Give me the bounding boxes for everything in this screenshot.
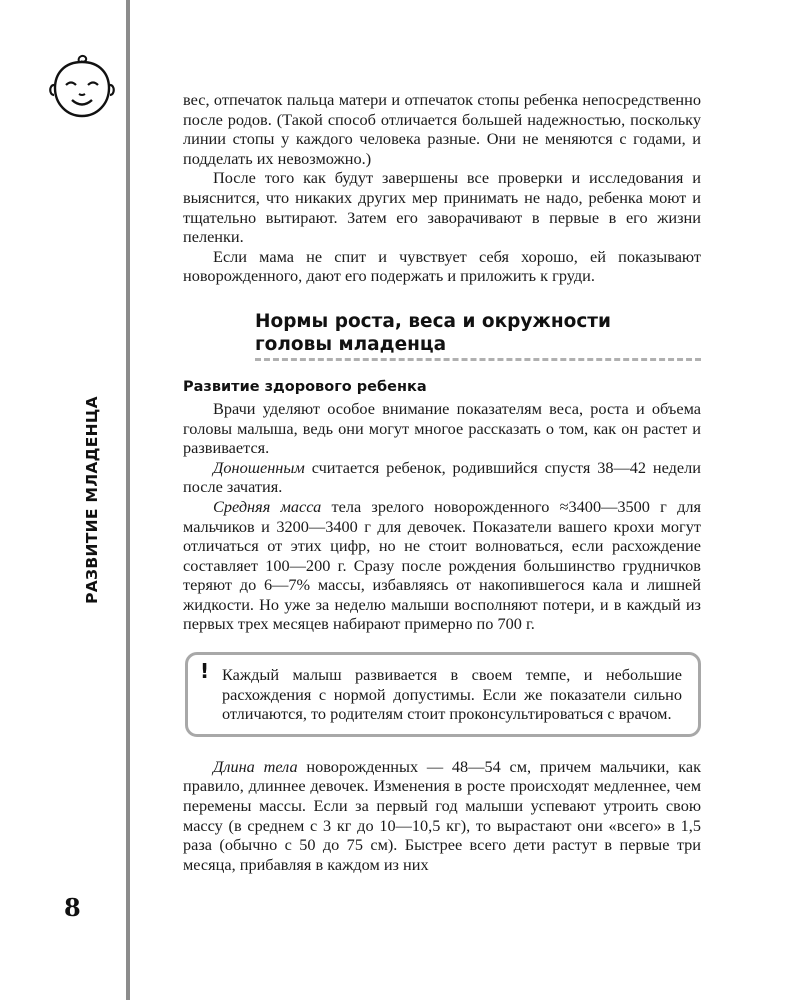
intro-paragraph: Если мама не спит и чувствует себя хорошо, ей показывают новорожденного, дают его подержать и приложить к груди.	[183, 246, 701, 286]
paragraph-average-weight	[183, 497, 701, 634]
section-heading-line: Нормы роста, веса и окружности	[255, 310, 611, 332]
paragraph-body-length-text: новорожденных — 48—54 см, причем мальчики, как правило, длиннее девочек. Изменения в росте происходят медленнее, чем перемены массы. Если за первый год малыши успевают утроить свою массу (в среднем с 3 кг до 10—10,5 кг), то вырастают они «всего» в 1,5 раза (обычно с 50 до 75 см). Быстрее всего дети растут в первые три месяца, прибавляя в каждом из них	[183, 756, 701, 874]
page-content	[183, 90, 701, 874]
baby-face-icon	[46, 52, 118, 124]
term-body-length: Длина тела	[213, 756, 298, 776]
side-section-title-text: РАЗВИТИЕ МЛАДЕНЦА	[83, 396, 101, 604]
note-box	[185, 652, 701, 737]
note-text: Каждый малыш развивается в своем темпе, и небольшие расхождения с нормой допустимы. Если же показатели сильно отличаются, то родителям стоит проконсультироваться с врачом.	[222, 665, 682, 724]
intro-paragraph: После того как будут завершены все проверки и исследования и выяснится, что никаких других мер принимать не надо, ребенка моют и тщательно вытирают. Затем его заворачивают в первые в его жизни пеленки.	[183, 168, 701, 247]
term-average-weight: Средняя масса	[213, 496, 322, 516]
paragraph-body-length	[183, 757, 701, 875]
section-heading-line: головы младенца	[255, 333, 447, 355]
paragraph-full-term-text: считается ребенок, родившийся спустя 38—42 недели после зачатия.	[183, 457, 701, 497]
intro-paragraph: вес, отпечаток пальца матери и отпечаток стопы ребенка непосредственно после родов. (Такой способ отличается большей надежностью, поскольку линии стопы у каждого человека разные. Они не меняются с годами, и подделать их невозможно.)	[183, 90, 701, 168]
section-heading	[255, 310, 701, 356]
sub-heading: Развитие здорового ребенка	[183, 378, 427, 395]
exclamation-icon: !	[200, 659, 210, 684]
paragraph-average-weight-text: тела зрелого новорожденного ≈3400—3500 г для мальчиков и 3200—3400 г для девочек. Показатели вашего крохи могут отличаться от этих цифр, но не стоит волноваться, если расхождение составляет 100—200 г. Сразу после рождения большинство грудничков теряют до 6—7% массы, избавляясь от накопившегося кала и лишней жидкости. Но уже за неделю малыши восполняют потери, и в каждый из первых трех месяцев набирают примерно по 700 г.	[183, 496, 701, 634]
paragraph-doctors: Врачи уделяют особое внимание показателям веса, роста и объема головы малыша, ведь они могут многое рассказать о том, как он растет и развивается.	[183, 398, 701, 458]
heading-dashed-rule	[255, 358, 701, 361]
page-number: 8	[64, 893, 81, 922]
term-full-term: Доношенным	[213, 457, 305, 477]
gutter-divider	[126, 0, 130, 1000]
paragraph-full-term	[183, 458, 701, 497]
